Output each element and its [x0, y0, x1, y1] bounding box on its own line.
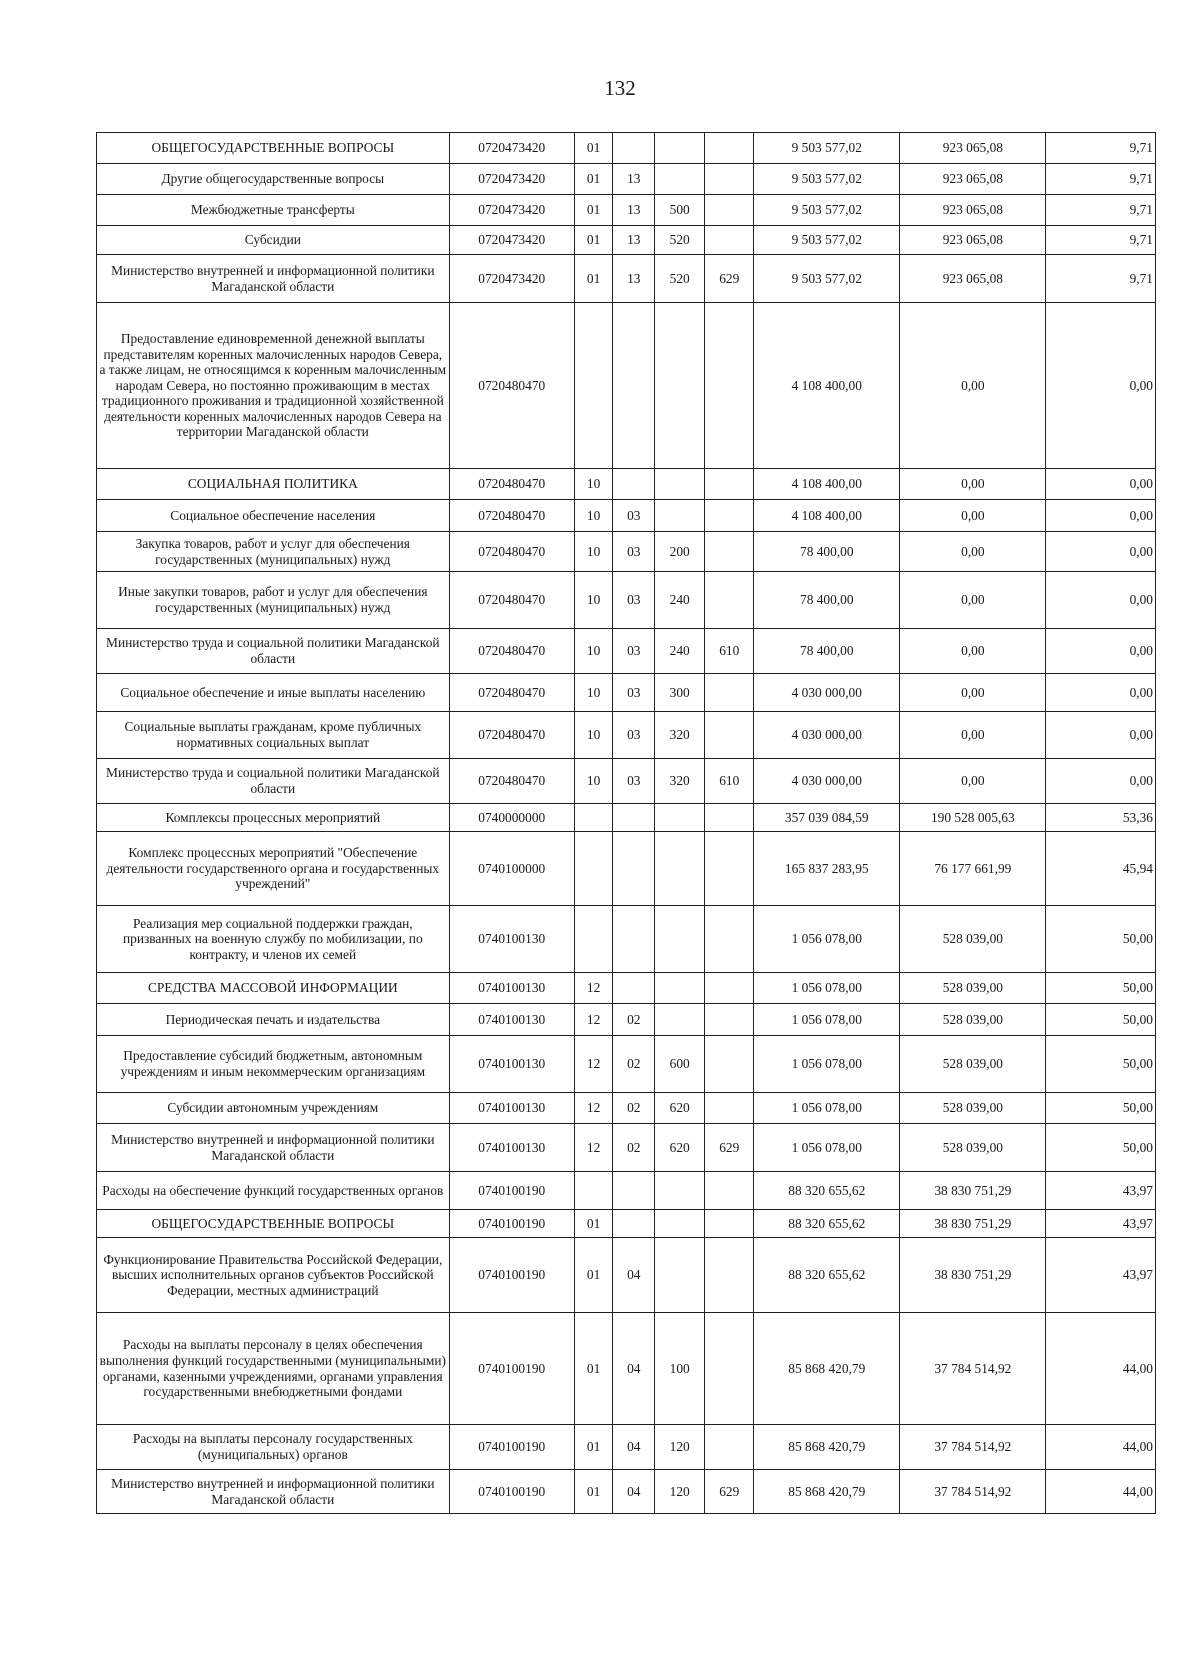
row-department-code: [705, 572, 754, 629]
table-row: [97, 1124, 1156, 1172]
row-name: Расходы на выплаты персоналу государственных (муниципальных) органов: [97, 1425, 450, 1470]
row-subsection: 04: [613, 1425, 655, 1470]
row-execution-percent: 43,97: [1046, 1172, 1156, 1210]
row-planned-amount: 9 503 577,02: [754, 133, 900, 164]
row-subsection: 13: [613, 164, 655, 195]
row-subsection: 04: [613, 1313, 655, 1425]
budget-table: [96, 132, 1156, 1514]
row-subsection: 03: [613, 629, 655, 674]
row-department-code: [705, 1093, 754, 1124]
row-expense-type: 240: [655, 572, 705, 629]
row-executed-amount: 0,00: [900, 759, 1046, 804]
row-department-code: 610: [705, 759, 754, 804]
row-subsection: 13: [613, 195, 655, 226]
row-executed-amount: 37 784 514,92: [900, 1470, 1046, 1514]
page-number: 132: [604, 76, 636, 100]
row-target-code: 0740100190: [449, 1172, 574, 1210]
row-subsection: [613, 906, 655, 973]
row-section: 10: [574, 759, 613, 804]
row-name: Функционирование Правительства Российской Федерации, высших исполнительных органов субъектов Российской Федерации, местных администраций: [97, 1238, 450, 1313]
row-section: 12: [574, 1124, 613, 1172]
row-executed-amount: 528 039,00: [900, 1036, 1046, 1093]
row-subsection: [613, 804, 655, 832]
row-expense-type: 520: [655, 255, 705, 303]
row-department-code: [705, 906, 754, 973]
row-name: Министерство труда и социальной политики Магаданской области: [97, 629, 450, 674]
row-executed-amount: 0,00: [900, 532, 1046, 572]
row-planned-amount: 9 503 577,02: [754, 255, 900, 303]
row-execution-percent: 44,00: [1046, 1425, 1156, 1470]
row-name: Субсидии автономным учреждениям: [97, 1093, 450, 1124]
row-department-code: [705, 1313, 754, 1425]
row-subsection: [613, 832, 655, 906]
row-expense-type: 300: [655, 674, 705, 712]
row-expense-type: 500: [655, 195, 705, 226]
row-subsection: [613, 303, 655, 469]
row-planned-amount: 1 056 078,00: [754, 1093, 900, 1124]
row-planned-amount: 1 056 078,00: [754, 1124, 900, 1172]
row-target-code: 0720480470: [449, 712, 574, 759]
table-row: [97, 906, 1156, 973]
row-section: 12: [574, 1004, 613, 1036]
row-execution-percent: 0,00: [1046, 674, 1156, 712]
row-target-code: 0740100130: [449, 1036, 574, 1093]
row-section: 12: [574, 973, 613, 1004]
row-executed-amount: 37 784 514,92: [900, 1425, 1046, 1470]
row-name: Комплексы процессных мероприятий: [97, 804, 450, 832]
row-subsection: [613, 133, 655, 164]
table-row: [97, 804, 1156, 832]
row-execution-percent: 0,00: [1046, 469, 1156, 500]
table-row: [97, 1036, 1156, 1093]
row-subsection: 13: [613, 255, 655, 303]
row-department-code: [705, 1036, 754, 1093]
row-executed-amount: 0,00: [900, 629, 1046, 674]
row-planned-amount: 4 108 400,00: [754, 303, 900, 469]
row-planned-amount: 78 400,00: [754, 572, 900, 629]
row-target-code: 0720473420: [449, 226, 574, 255]
row-execution-percent: 0,00: [1046, 532, 1156, 572]
row-expense-type: 120: [655, 1425, 705, 1470]
row-target-code: 0720480470: [449, 674, 574, 712]
row-department-code: [705, 195, 754, 226]
row-target-code: 0720480470: [449, 572, 574, 629]
row-expense-type: [655, 303, 705, 469]
row-department-code: [705, 674, 754, 712]
table-row: [97, 133, 1156, 164]
row-section: [574, 303, 613, 469]
row-execution-percent: 44,00: [1046, 1470, 1156, 1514]
table-row: [97, 1172, 1156, 1210]
row-execution-percent: 9,71: [1046, 164, 1156, 195]
row-planned-amount: 88 320 655,62: [754, 1210, 900, 1238]
row-name: Предоставление субсидий бюджетным, автономным учреждениям и иным некоммерческим организациям: [97, 1036, 450, 1093]
table-row: [97, 712, 1156, 759]
row-department-code: [705, 133, 754, 164]
table-row: [97, 255, 1156, 303]
row-section: 12: [574, 1036, 613, 1093]
table-row: [97, 303, 1156, 469]
row-section: 10: [574, 500, 613, 532]
row-executed-amount: 528 039,00: [900, 1124, 1046, 1172]
row-executed-amount: 528 039,00: [900, 906, 1046, 973]
row-executed-amount: 923 065,08: [900, 195, 1046, 226]
row-department-code: [705, 303, 754, 469]
row-execution-percent: 43,97: [1046, 1238, 1156, 1313]
row-name: Реализация мер социальной поддержки граждан, призванных на военную службу по мобилизации, по контракту, и членов их семей: [97, 906, 450, 973]
row-expense-type: [655, 973, 705, 1004]
row-execution-percent: 9,71: [1046, 226, 1156, 255]
row-target-code: 0740100190: [449, 1210, 574, 1238]
row-section: 01: [574, 1210, 613, 1238]
row-planned-amount: 4 030 000,00: [754, 712, 900, 759]
row-target-code: 0740000000: [449, 804, 574, 832]
row-department-code: [705, 469, 754, 500]
row-planned-amount: 1 056 078,00: [754, 906, 900, 973]
row-target-code: 0740100000: [449, 832, 574, 906]
row-target-code: 0740100130: [449, 973, 574, 1004]
table-row: [97, 195, 1156, 226]
row-subsection: [613, 1210, 655, 1238]
row-name: Межбюджетные трансферты: [97, 195, 450, 226]
row-name: Министерство внутренней и информационной политики Магаданской области: [97, 1124, 450, 1172]
row-executed-amount: 923 065,08: [900, 255, 1046, 303]
row-name: Министерство внутренней и информационной политики Магаданской области: [97, 1470, 450, 1514]
row-planned-amount: 1 056 078,00: [754, 973, 900, 1004]
row-target-code: 0720480470: [449, 532, 574, 572]
row-subsection: [613, 1172, 655, 1210]
row-section: 12: [574, 1093, 613, 1124]
row-executed-amount: 76 177 661,99: [900, 832, 1046, 906]
row-execution-percent: 50,00: [1046, 906, 1156, 973]
row-name: СОЦИАЛЬНАЯ ПОЛИТИКА: [97, 469, 450, 500]
row-section: 01: [574, 133, 613, 164]
table-row: [97, 674, 1156, 712]
row-expense-type: 620: [655, 1093, 705, 1124]
table-row: [97, 1093, 1156, 1124]
row-executed-amount: 0,00: [900, 712, 1046, 759]
row-name: Социальные выплаты гражданам, кроме публичных нормативных социальных выплат: [97, 712, 450, 759]
row-execution-percent: 0,00: [1046, 712, 1156, 759]
row-subsection: 04: [613, 1470, 655, 1514]
row-name: ОБЩЕГОСУДАРСТВЕННЫЕ ВОПРОСЫ: [97, 1210, 450, 1238]
row-department-code: [705, 832, 754, 906]
row-execution-percent: 50,00: [1046, 1093, 1156, 1124]
table-row: [97, 1004, 1156, 1036]
row-expense-type: 320: [655, 712, 705, 759]
row-planned-amount: 4 108 400,00: [754, 500, 900, 532]
row-department-code: 629: [705, 1124, 754, 1172]
row-department-code: [705, 804, 754, 832]
row-execution-percent: 9,71: [1046, 255, 1156, 303]
row-subsection: 02: [613, 1036, 655, 1093]
row-department-code: [705, 1172, 754, 1210]
row-name: Министерство внутренней и информационной политики Магаданской области: [97, 255, 450, 303]
row-planned-amount: 1 056 078,00: [754, 1004, 900, 1036]
row-planned-amount: 78 400,00: [754, 532, 900, 572]
row-expense-type: 200: [655, 532, 705, 572]
row-department-code: 610: [705, 629, 754, 674]
table-body: [97, 133, 1156, 1514]
row-department-code: [705, 1210, 754, 1238]
row-execution-percent: 0,00: [1046, 500, 1156, 532]
row-section: 01: [574, 1313, 613, 1425]
row-executed-amount: 0,00: [900, 303, 1046, 469]
row-target-code: 0740100130: [449, 1004, 574, 1036]
row-planned-amount: 9 503 577,02: [754, 195, 900, 226]
row-expense-type: [655, 832, 705, 906]
row-expense-type: [655, 1238, 705, 1313]
row-planned-amount: 9 503 577,02: [754, 164, 900, 195]
row-subsection: 03: [613, 532, 655, 572]
row-target-code: 0740100130: [449, 1093, 574, 1124]
row-name: Расходы на обеспечение функций государственных органов: [97, 1172, 450, 1210]
row-expense-type: 100: [655, 1313, 705, 1425]
row-planned-amount: 85 868 420,79: [754, 1470, 900, 1514]
row-executed-amount: 923 065,08: [900, 164, 1046, 195]
row-department-code: [705, 712, 754, 759]
row-name: Социальное обеспечение и иные выплаты населению: [97, 674, 450, 712]
row-subsection: 03: [613, 759, 655, 804]
row-expense-type: [655, 804, 705, 832]
row-department-code: [705, 532, 754, 572]
row-executed-amount: 190 528 005,63: [900, 804, 1046, 832]
row-executed-amount: 0,00: [900, 500, 1046, 532]
row-expense-type: [655, 469, 705, 500]
row-department-code: 629: [705, 1470, 754, 1514]
row-section: [574, 906, 613, 973]
row-name: Комплекс процессных мероприятий "Обеспечение деятельности государственного органа и государственных учреждений": [97, 832, 450, 906]
row-section: 01: [574, 1425, 613, 1470]
row-department-code: [705, 226, 754, 255]
row-execution-percent: 0,00: [1046, 629, 1156, 674]
row-execution-percent: 0,00: [1046, 572, 1156, 629]
row-expense-type: [655, 500, 705, 532]
row-section: 10: [574, 469, 613, 500]
row-target-code: 0720480470: [449, 629, 574, 674]
table-row: [97, 759, 1156, 804]
row-execution-percent: 50,00: [1046, 1124, 1156, 1172]
row-target-code: 0720473420: [449, 133, 574, 164]
row-name: Предоставление единовременной денежной выплаты представителям коренных малочисленных народов Севера, а также лицам, не относящимся к коренным малочисленным народам Севера, но постоянно проживающим в местах традиционного проживания и традиционной хозяйственной деятельности коренных малочисленных народов Севера на территории Магаданской области: [97, 303, 450, 469]
row-target-code: 0720480470: [449, 303, 574, 469]
row-section: 10: [574, 532, 613, 572]
row-target-code: 0740100190: [449, 1238, 574, 1313]
row-subsection: 02: [613, 1124, 655, 1172]
row-planned-amount: 4 030 000,00: [754, 759, 900, 804]
row-execution-percent: 44,00: [1046, 1313, 1156, 1425]
row-section: 01: [574, 1238, 613, 1313]
row-executed-amount: 0,00: [900, 469, 1046, 500]
row-section: 10: [574, 712, 613, 759]
table-row: [97, 469, 1156, 500]
table-row: [97, 629, 1156, 674]
row-executed-amount: 38 830 751,29: [900, 1238, 1046, 1313]
row-expense-type: 620: [655, 1124, 705, 1172]
row-expense-type: [655, 133, 705, 164]
row-target-code: 0720480470: [449, 759, 574, 804]
row-section: 01: [574, 1470, 613, 1514]
row-section: 01: [574, 226, 613, 255]
row-execution-percent: 50,00: [1046, 1004, 1156, 1036]
row-subsection: [613, 469, 655, 500]
row-name: Субсидии: [97, 226, 450, 255]
row-subsection: 03: [613, 674, 655, 712]
table-row: [97, 1238, 1156, 1313]
row-expense-type: 520: [655, 226, 705, 255]
row-planned-amount: 85 868 420,79: [754, 1425, 900, 1470]
row-execution-percent: 50,00: [1046, 973, 1156, 1004]
table-row: [97, 572, 1156, 629]
row-execution-percent: 9,71: [1046, 195, 1156, 226]
row-subsection: 02: [613, 1093, 655, 1124]
row-department-code: [705, 1238, 754, 1313]
row-department-code: [705, 1004, 754, 1036]
row-executed-amount: 37 784 514,92: [900, 1313, 1046, 1425]
row-planned-amount: 85 868 420,79: [754, 1313, 900, 1425]
row-executed-amount: 38 830 751,29: [900, 1210, 1046, 1238]
row-subsection: 04: [613, 1238, 655, 1313]
row-planned-amount: 9 503 577,02: [754, 226, 900, 255]
row-section: 10: [574, 572, 613, 629]
row-expense-type: [655, 164, 705, 195]
row-executed-amount: 0,00: [900, 674, 1046, 712]
row-expense-type: [655, 1210, 705, 1238]
row-executed-amount: 38 830 751,29: [900, 1172, 1046, 1210]
row-name: Социальное обеспечение населения: [97, 500, 450, 532]
row-target-code: 0720473420: [449, 164, 574, 195]
table-row: [97, 500, 1156, 532]
row-department-code: [705, 500, 754, 532]
row-subsection: 03: [613, 500, 655, 532]
row-section: [574, 832, 613, 906]
row-execution-percent: 43,97: [1046, 1210, 1156, 1238]
row-target-code: 0720473420: [449, 195, 574, 226]
row-expense-type: 120: [655, 1470, 705, 1514]
table-row: [97, 226, 1156, 255]
row-executed-amount: 528 039,00: [900, 973, 1046, 1004]
row-expense-type: 600: [655, 1036, 705, 1093]
table-row: [97, 1313, 1156, 1425]
row-subsection: 03: [613, 712, 655, 759]
row-section: [574, 804, 613, 832]
table-row: [97, 1210, 1156, 1238]
row-department-code: 629: [705, 255, 754, 303]
row-planned-amount: 88 320 655,62: [754, 1238, 900, 1313]
table-row: [97, 164, 1156, 195]
row-planned-amount: 357 039 084,59: [754, 804, 900, 832]
table-row: [97, 973, 1156, 1004]
table-row: [97, 1470, 1156, 1514]
row-name: СРЕДСТВА МАССОВОЙ ИНФОРМАЦИИ: [97, 973, 450, 1004]
row-execution-percent: 53,36: [1046, 804, 1156, 832]
row-target-code: 0740100130: [449, 906, 574, 973]
row-executed-amount: 528 039,00: [900, 1004, 1046, 1036]
row-planned-amount: 88 320 655,62: [754, 1172, 900, 1210]
table-row: [97, 532, 1156, 572]
row-planned-amount: 165 837 283,95: [754, 832, 900, 906]
row-section: 01: [574, 255, 613, 303]
row-planned-amount: 78 400,00: [754, 629, 900, 674]
row-executed-amount: 923 065,08: [900, 226, 1046, 255]
row-execution-percent: 50,00: [1046, 1036, 1156, 1093]
row-target-code: 0720473420: [449, 255, 574, 303]
row-subsection: 13: [613, 226, 655, 255]
row-section: 10: [574, 674, 613, 712]
row-execution-percent: 0,00: [1046, 303, 1156, 469]
row-name: Периодическая печать и издательства: [97, 1004, 450, 1036]
row-name: Закупка товаров, работ и услуг для обеспечения государственных (муниципальных) нужд: [97, 532, 450, 572]
row-section: 01: [574, 164, 613, 195]
row-department-code: [705, 164, 754, 195]
row-planned-amount: 4 030 000,00: [754, 674, 900, 712]
row-target-code: 0740100190: [449, 1425, 574, 1470]
row-subsection: [613, 973, 655, 1004]
row-department-code: [705, 1425, 754, 1470]
row-section: [574, 1172, 613, 1210]
row-section: 10: [574, 629, 613, 674]
row-planned-amount: 4 108 400,00: [754, 469, 900, 500]
row-name: Расходы на выплаты персоналу в целях обеспечения выполнения функций государственными (муниципальными) органами, казенными учреждениями, органами управления государственными внебюджетными фондами: [97, 1313, 450, 1425]
row-expense-type: [655, 1172, 705, 1210]
row-expense-type: [655, 1004, 705, 1036]
row-execution-percent: 9,71: [1046, 133, 1156, 164]
row-name: Другие общегосударственные вопросы: [97, 164, 450, 195]
row-executed-amount: 528 039,00: [900, 1093, 1046, 1124]
row-name: ОБЩЕГОСУДАРСТВЕННЫЕ ВОПРОСЫ: [97, 133, 450, 164]
row-planned-amount: 1 056 078,00: [754, 1036, 900, 1093]
row-department-code: [705, 973, 754, 1004]
row-section: 01: [574, 195, 613, 226]
row-target-code: 0720480470: [449, 469, 574, 500]
row-target-code: 0720480470: [449, 500, 574, 532]
row-subsection: 03: [613, 572, 655, 629]
row-target-code: 0740100130: [449, 1124, 574, 1172]
row-expense-type: 240: [655, 629, 705, 674]
table-row: [97, 832, 1156, 906]
row-executed-amount: 923 065,08: [900, 133, 1046, 164]
row-subsection: 02: [613, 1004, 655, 1036]
row-execution-percent: 45,94: [1046, 832, 1156, 906]
row-target-code: 0740100190: [449, 1470, 574, 1514]
row-expense-type: [655, 906, 705, 973]
row-executed-amount: 0,00: [900, 572, 1046, 629]
row-name: Министерство труда и социальной политики Магаданской области: [97, 759, 450, 804]
row-expense-type: 320: [655, 759, 705, 804]
row-execution-percent: 0,00: [1046, 759, 1156, 804]
row-target-code: 0740100190: [449, 1313, 574, 1425]
table-row: [97, 1425, 1156, 1470]
row-name: Иные закупки товаров, работ и услуг для обеспечения государственных (муниципальных) нужд: [97, 572, 450, 629]
